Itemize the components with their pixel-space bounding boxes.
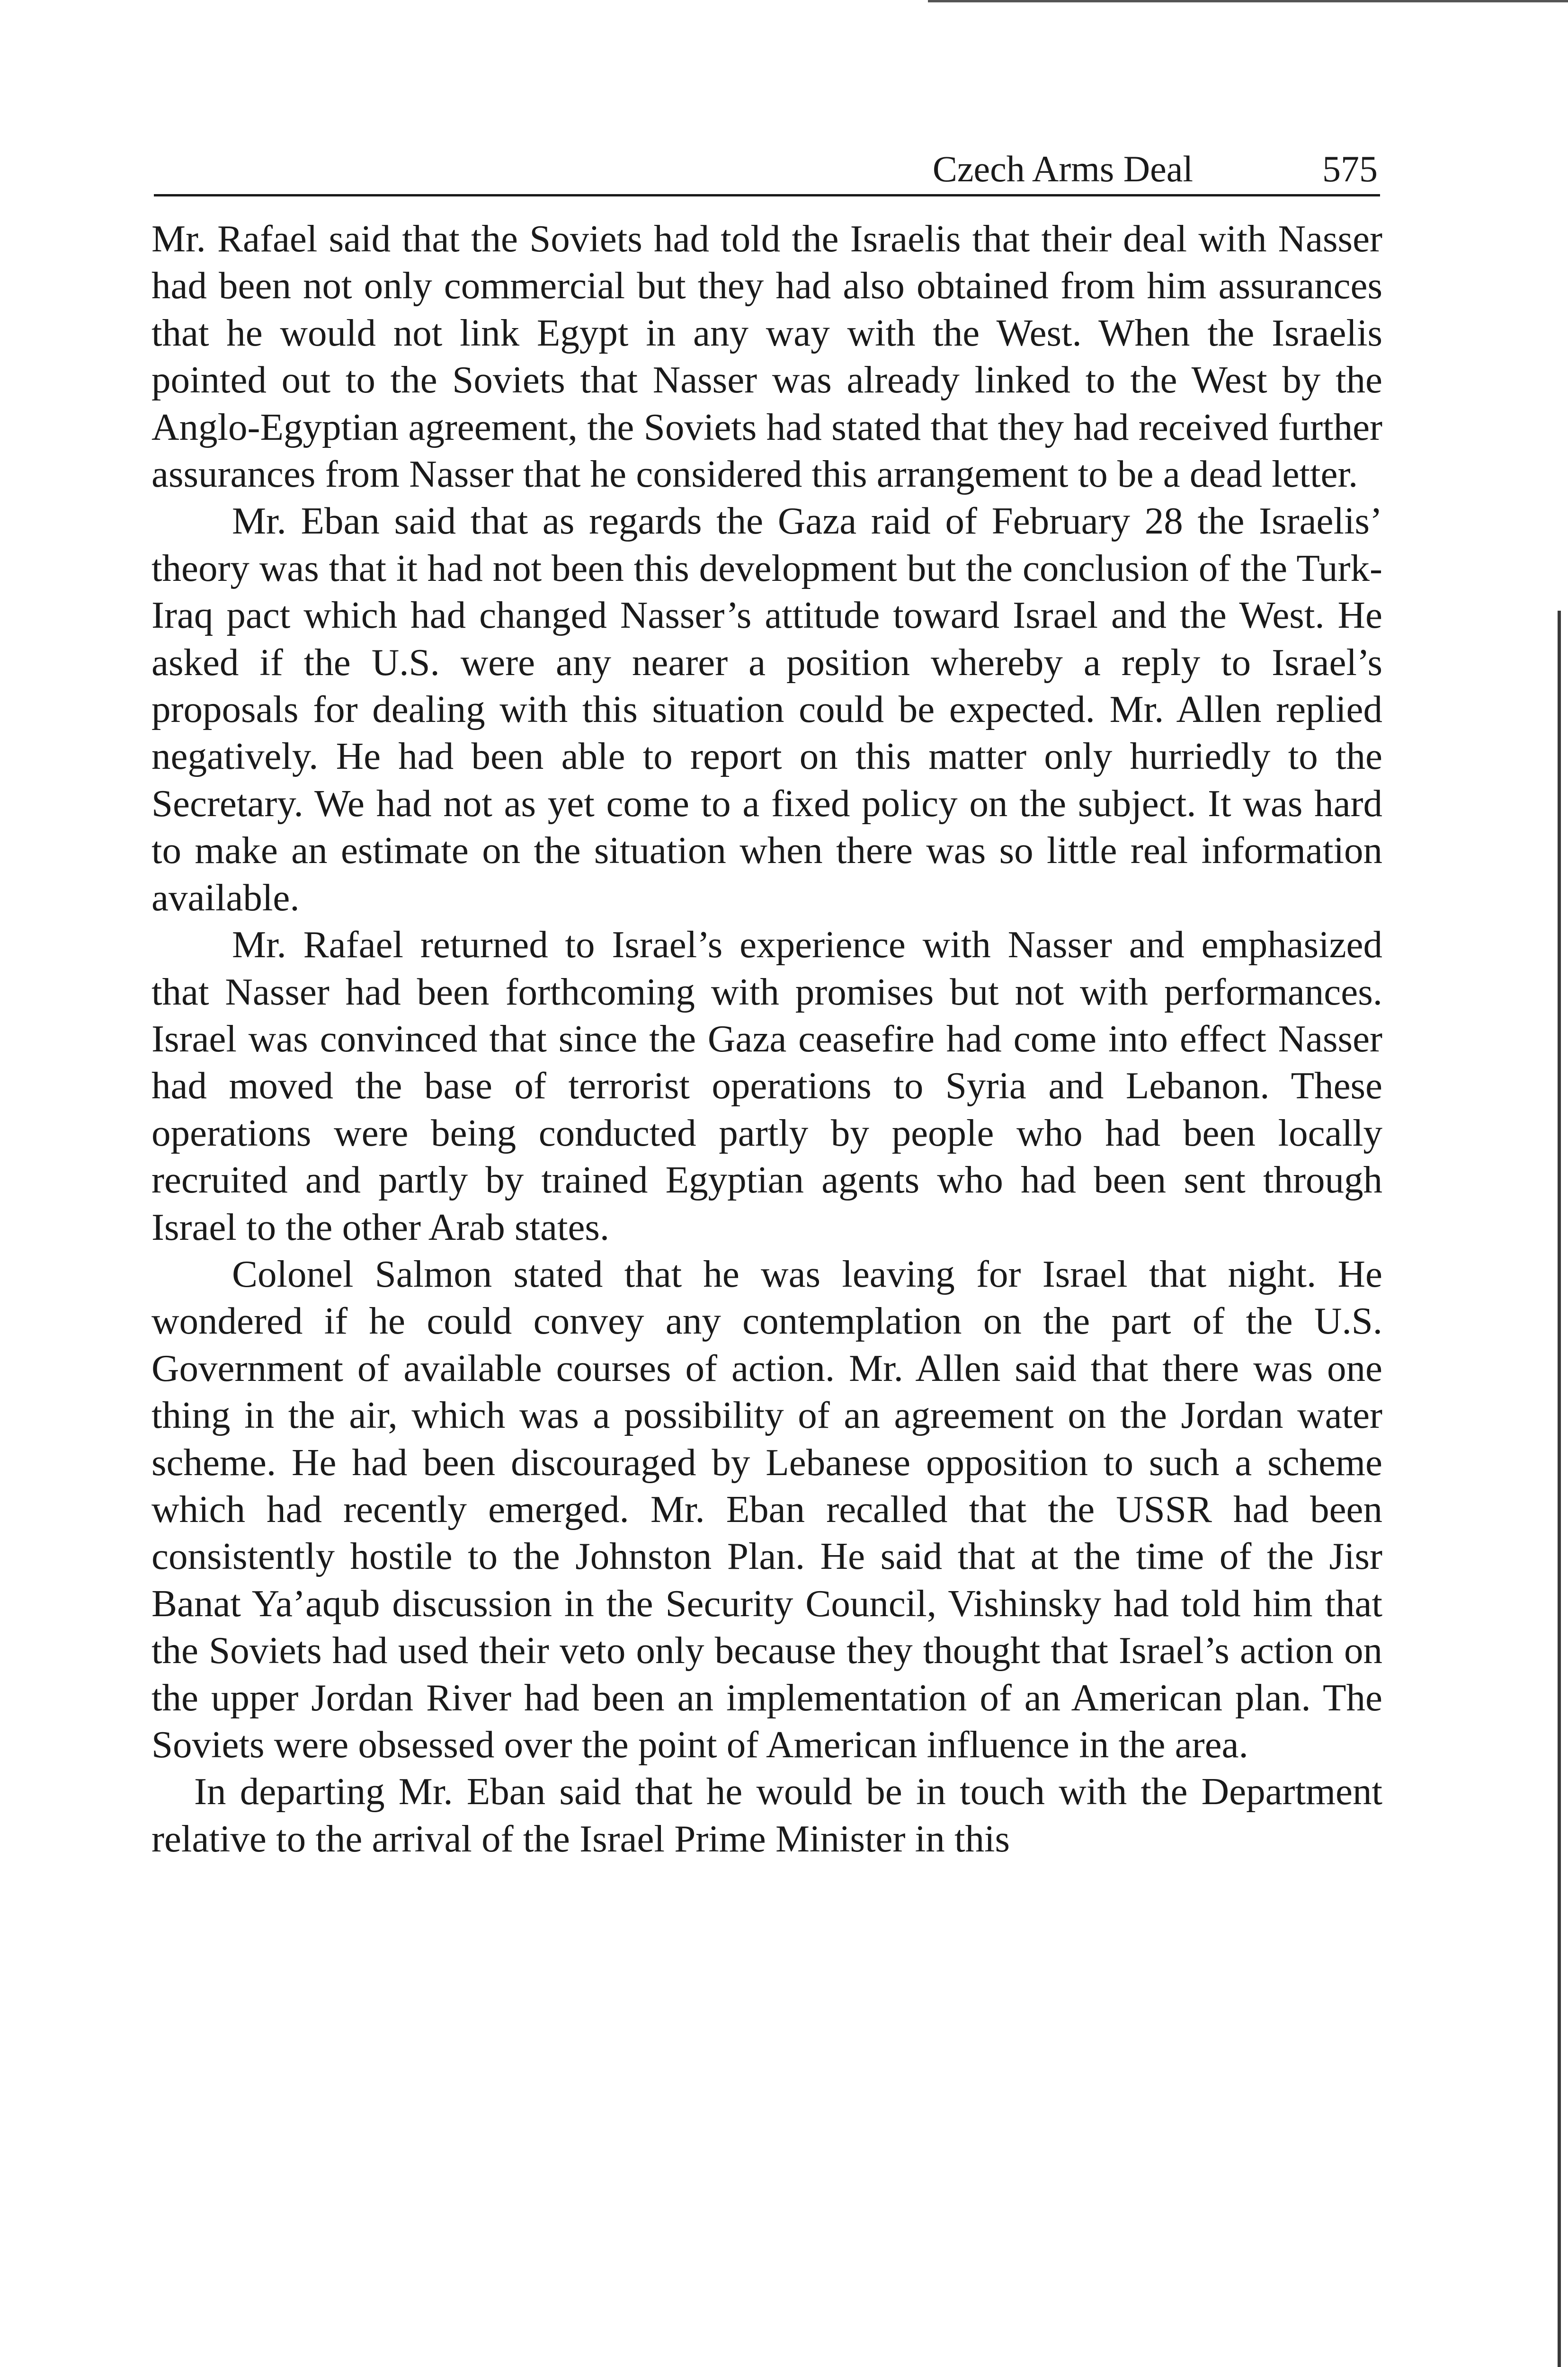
paragraph-4: Colonel Salmon stated that he was leaving for Israel that night. He wondered if he could convey any contemplation on the part of the U.S. Government of available courses of action. Mr. Allen said that there was one thing in the air, which was a possibility of an agreement on the Jordan water scheme. He had been discouraged by Lebanese opposition to such a scheme which had recently emerged. Mr. Eban recalled that the USSR had been consistently hostile to the Johnston Plan. He said that at the time of the Jisr Banat Ya’aqub discussion in the Security Council, Vishinsky had told him that the Soviets had used their veto only because they thought that Israel’s action on the upper Jordan River had been an implementation of an American plan. The Soviets were obsessed over the point of American influence in the area. bbox=[151, 1252, 1382, 1766]
body-text bbox=[151, 215, 1382, 1862]
paragraph-3: Mr. Rafael returned to Israel’s experience with Nasser and emphasized that Nasser had been forthcoming with promises but not with performances. Israel was convinced that since the Gaza ceasefire had come into effect Nasser had moved the base of terrorist operations to Syria and Lebanon. These operations were being conducted partly by people who had been locally recruited and partly by trained Egyptian agents who had been sent through Israel to the other Arab states. bbox=[151, 923, 1382, 1248]
paragraph-2: Mr. Eban said that as regards the Gaza raid of February 28 the Israelis’ theory was that it had not been this development but the conclusion of the Turk-Iraq pact which had changed Nasser’s attitude toward Israel and the West. He asked if the U.S. were any nearer a position whereby a reply to Israel’s proposals for dealing with this situation could be expected. Mr. Allen replied negatively. He had been able to report on this matter only hurriedly to the Secretary. We had not as yet come to a fixed policy on the subject. It was hard to make an estimate on the situation when there was so little real information available. bbox=[151, 499, 1382, 919]
page-right-edge bbox=[1558, 611, 1561, 2367]
paragraph-5: In departing Mr. Eban said that he would be in touch with the Department relative to the arrival of the Israel Prime Minister in this bbox=[151, 1770, 1382, 1860]
page-number: 575 bbox=[1322, 148, 1378, 189]
running-head bbox=[154, 142, 1380, 196]
page-top-edge bbox=[928, 0, 1568, 2]
paragraph-1: Mr. Rafael said that the Soviets had told the Israelis that their deal with Nasser had been not only commercial but they had also obtained from him assurances that he would not link Egypt in any way with the West. When the Israelis pointed out to the Soviets that Nasser was already linked to the West by the Anglo-Egyptian agreement, the Soviets had stated that they had received further assurances from Nasser that he considered this arrangement to be a dead letter. bbox=[151, 217, 1382, 496]
running-head-title: Czech Arms Deal bbox=[932, 148, 1193, 189]
